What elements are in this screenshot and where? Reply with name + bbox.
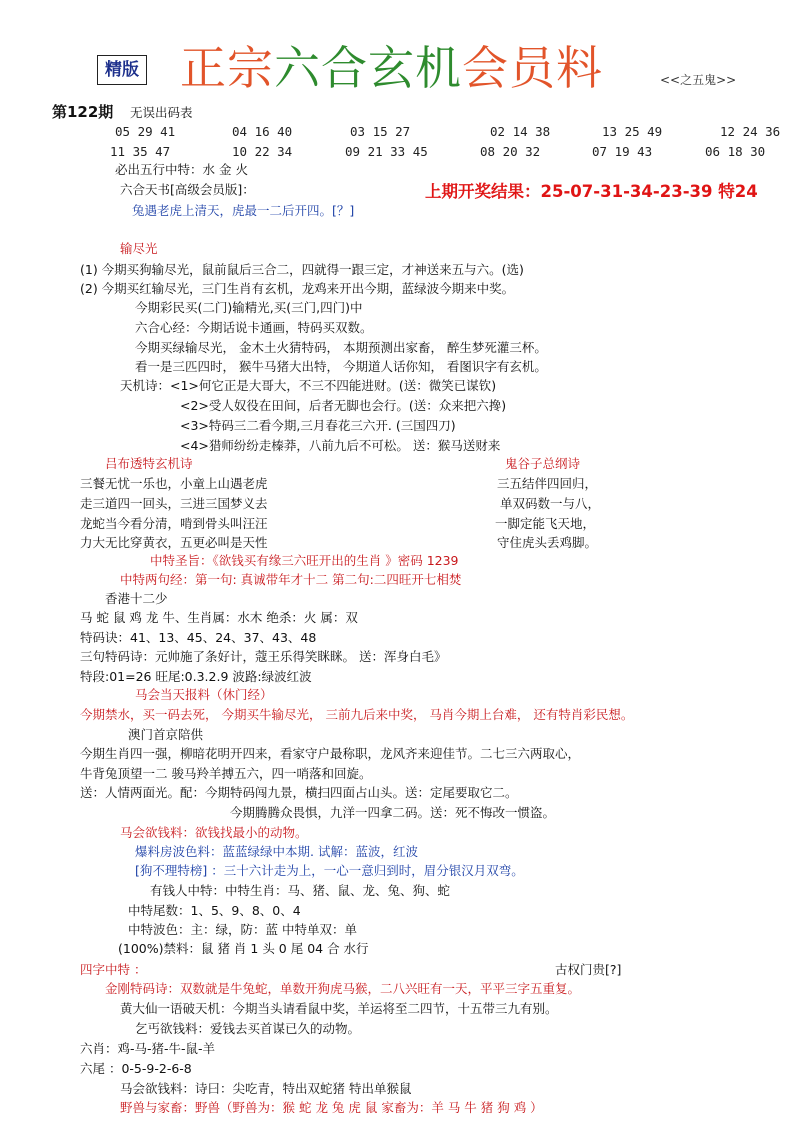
number-group: 11 35 47 <box>110 144 171 159</box>
text-line: (2) 今期买红输尽光，三门生肖有玄机，龙鸡来开出今期，蓝绿波今期来中奖。 <box>80 281 515 296</box>
number-group: 04 16 40 <box>232 124 293 139</box>
text-line: 黄大仙一语破天机：今期当头请看鼠中奖，羊运将至二四节，十五带三九有别。 <box>120 1001 558 1016</box>
number-group: 02 14 38 <box>490 124 551 139</box>
title-char: 料 <box>556 41 603 95</box>
title-char: 六 <box>274 41 321 95</box>
text-line: <2>受人奴役在田间，后者无脚也会行。(送：众来把六搀) <box>180 398 507 413</box>
text-line: 输尽光 <box>120 241 158 256</box>
text-line: 野兽与家畜：野兽（野兽为：猴 蛇 龙 兔 虎 鼠 家畜为：羊 马 牛 猪 狗 鸡 ） <box>120 1100 543 1115</box>
text-line: 马会欲钱料：欲钱找最小的动物。 <box>120 825 308 840</box>
text-line: 金刚特码诗：双数就是牛兔蛇，单数开狗虎马猴，二八兴旺有一天，平平三字五重复。 <box>105 981 581 996</box>
text-line: 今期彩民买(二门)输精光,买(三门,四门)中 <box>135 300 363 315</box>
page-subtitle: <<之五鬼>> <box>660 73 737 87</box>
text-line: 马会当天报料（休门经） <box>135 687 273 702</box>
title-char: 会 <box>462 41 509 95</box>
issue-number: 第122期 <box>52 103 114 121</box>
text-line: 中特波色：主：绿，防：蓝 中特单双：单 <box>128 922 357 937</box>
text-line: 六合心经：今期话说卡通画，特码买双数。 <box>135 320 373 335</box>
number-group: 10 22 34 <box>232 144 293 159</box>
text-line: 中特圣旨：《欲钱买有缘三六旺开出的生肖 》密码 1239 <box>150 553 459 568</box>
text-line: 三五结伴四回归， <box>497 476 598 491</box>
text-line: 龙蛇当今看分清，啃到骨头叫汪汪 <box>80 516 268 531</box>
text-line: 马会欲钱料：诗曰：尖吃青，特出双蛇猪 特出单猴鼠 <box>120 1081 412 1096</box>
text-line: 天机诗：<1>何它正是大哥大，不三不四能进财。(送：微笑已谋钦) <box>120 378 497 393</box>
text-line: 中特尾数：1、5、9、8、0、4 <box>128 903 301 918</box>
premium-badge: 精版 <box>97 55 147 85</box>
text-line: 香港十二少 <box>105 591 168 606</box>
text-line: 鬼谷子总纲诗 <box>505 456 581 471</box>
text-line: <3>特码三二看今期,三月春花三六开. (三国四刀) <box>180 418 456 433</box>
title-char: 宗 <box>227 41 274 95</box>
text-line: 三句特码诗：元帅施了条好计，蔻王乐得笑眯眯。 送：浑身白毛》 <box>80 649 447 664</box>
number-group: 08 20 32 <box>480 144 541 159</box>
text-line: 兔遇老虎上清天，虎最一二后开四。[？] <box>132 203 355 218</box>
text-line: <4>猎师纷纷走榛莽，八前九后不可松。 送：猴马送财来 <box>180 438 501 453</box>
text-line: 吕布透特玄机诗 <box>105 456 193 471</box>
number-group: 06 18 30 <box>705 144 766 159</box>
text-line: 今期生肖四一强，柳暗花明开四来，看家守户最称职，龙风齐来迎佳节。二七三六两取心， <box>80 746 581 761</box>
text-line: 澳门首京陪供 <box>128 727 204 742</box>
text-line: 今期禁水，买一码去死， 今期买牛输尽光， 三前九后来中奖， 马肖今期上台难， 还有特肖彩民想。 <box>80 707 634 722</box>
number-group: 03 15 27 <box>350 124 411 139</box>
text-line: 特段:01=26 旺尾:0.3.2.9 波路:绿波红波 <box>80 669 312 684</box>
text-line: (1) 今期买狗输尽光，鼠前鼠后三合二，四就得一跟三定，才神送来五与六。(选) <box>80 262 524 277</box>
text-line: 力大无比穿黄衣，五更必叫是天性 <box>80 535 268 550</box>
text-line: 单双码数一与八， <box>500 496 601 511</box>
text-line: 六尾 ：0-5-9-2-6-8 <box>80 1061 192 1076</box>
text-line: 乞丐欲钱料：爱钱去买首谋已久的动物。 <box>135 1021 361 1036</box>
last-draw-result: 上期开奖结果：25-07-31-34-23-39 特24 <box>425 182 758 201</box>
text-line: 牛背兔顶望一二 骏马羚羊搏五六，四一哨落和回旋。 <box>80 766 372 781</box>
text-line: 必出五行中特：水 金 火 <box>115 162 248 177</box>
text-line: 有钱人中特：中特生肖：马、猪、鼠、龙、兔、狗、蛇 <box>150 883 451 898</box>
text-line: 今期买绿输尽光， 金木土火猜特码， 本期预测出家畜， 醉生梦死灌三杯。 <box>135 340 547 355</box>
number-group: 07 19 43 <box>592 144 653 159</box>
title-char: 正 <box>180 41 227 95</box>
page-title <box>180 40 603 96</box>
number-group: 12 24 36 <box>720 124 781 139</box>
text-line: 古权门贵[?] <box>555 962 622 977</box>
text-line: 四字中特 ： <box>80 962 147 977</box>
title-char: 机 <box>415 41 462 95</box>
text-line: 马 蛇 鼠 鸡 龙 牛、生肖属：水木 绝杀：火 属：双 <box>80 610 358 625</box>
text-line: 中特两句经：第一句: 真诚带年才十二 第二句:二四旺开七相焚 <box>120 572 462 587</box>
text-line: 一脚定能飞天地， <box>495 516 596 531</box>
text-line: [狗不理特榜] ：三十六计走为上，一心一意归到时，眉分银汉月双弯。 <box>135 863 524 878</box>
text-line: 送：人情两面光。配：今期特码闯九景，横扫四面占山头。送：定尾要取它二。 <box>80 785 518 800</box>
text-line: 特码诀：41、13、45、24、37、43、48 <box>80 630 317 645</box>
title-char: 合 <box>321 41 368 95</box>
text-line: 看一是三匹四时， 猴牛马猪大出特， 今期道人话你知， 看图识字有玄机。 <box>135 359 547 374</box>
text-line: 爆料房波色料：蓝蓝绿绿中本期. 试解：蓝波，红波 <box>135 844 418 859</box>
text-line: 走三道四一回头，三进三国梦义去 <box>80 496 268 511</box>
number-group: 13 25 49 <box>602 124 663 139</box>
title-char: 员 <box>509 41 556 95</box>
text-line: 三餐无忧一乐也，小童上山遇老虎 <box>80 476 268 491</box>
text-line: 六肖：鸡-马-猪-牛-鼠-羊 <box>80 1041 216 1056</box>
text-line: (100%)禁料：鼠 猪 肖 1 头 0 尾 04 合 水行 <box>118 941 369 956</box>
number-group: 09 21 33 45 <box>345 144 428 159</box>
text-line: 六合天书[高级会员版]： <box>120 182 255 197</box>
number-group: 05 29 41 <box>115 124 176 139</box>
text-line: 守住虎头丢鸡脚。 <box>497 535 598 550</box>
issue-note: 无误出码表 <box>130 105 193 120</box>
title-char: 玄 <box>368 41 415 95</box>
text-line: 今期腾腾众畏惧，九洋一四拿二码。送：死不悔改一惯盗。 <box>230 805 556 820</box>
